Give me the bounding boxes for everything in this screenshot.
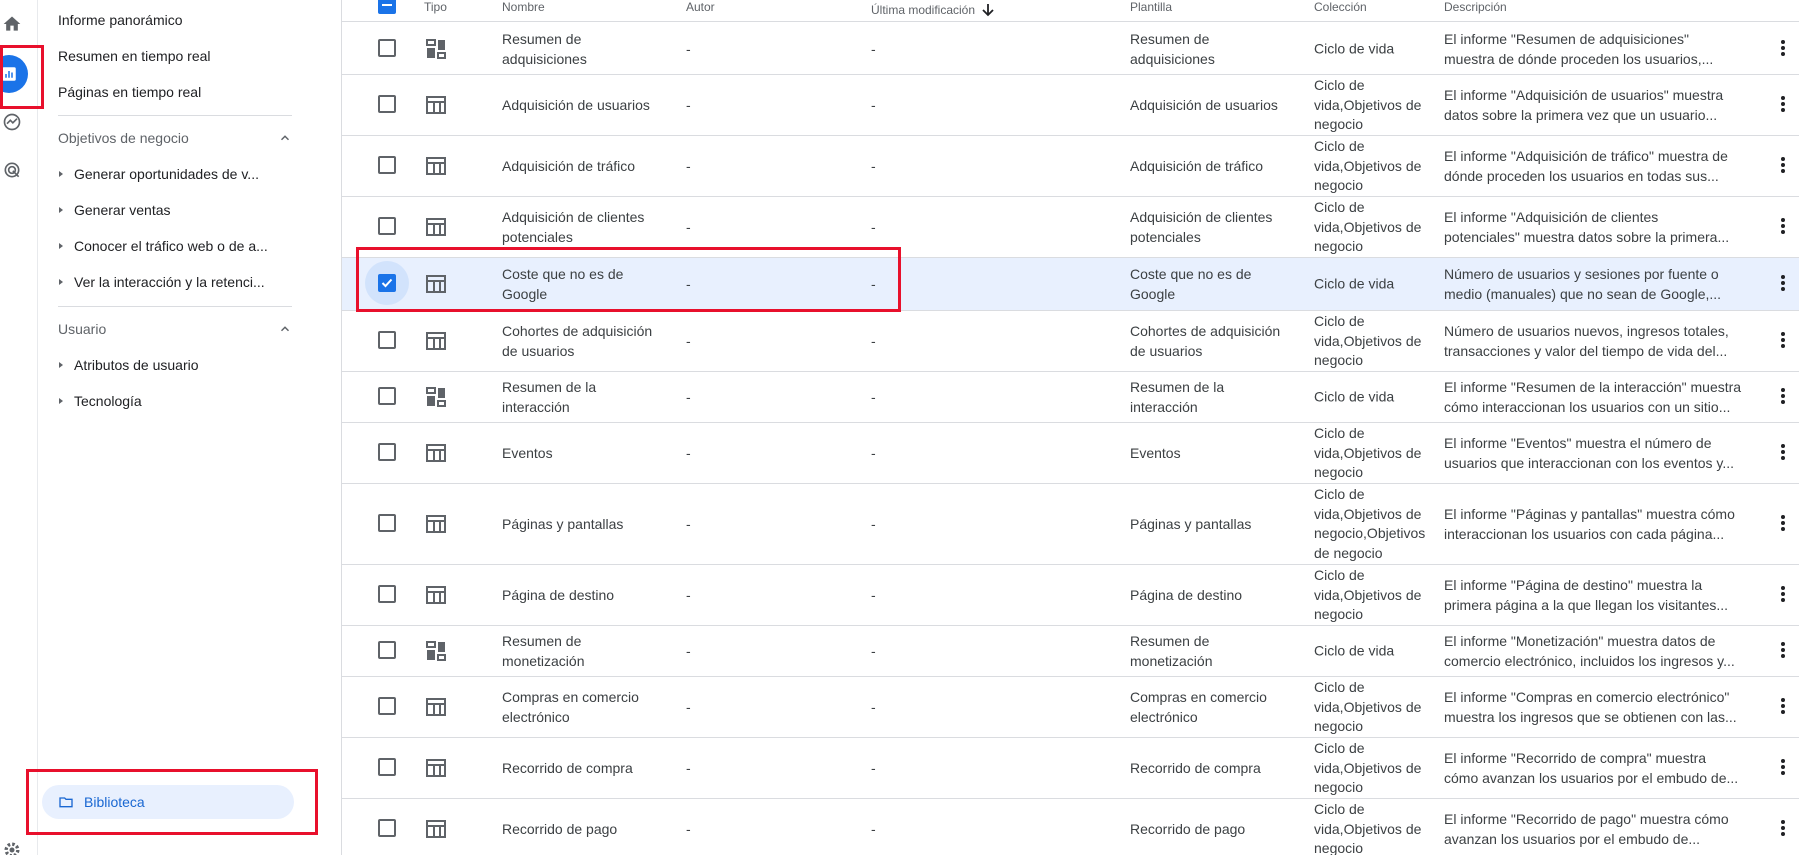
checkbox-empty-icon	[378, 514, 396, 532]
header-label: Última modificación	[871, 3, 976, 17]
description-line: transacciones y valor del tiempo de vida del...	[1444, 343, 1728, 359]
description-line: Número de usuarios y sesiones por fuente o	[1444, 266, 1719, 282]
report-collection: Ciclo de vida	[1314, 642, 1395, 659]
report-collection: Ciclo de vida,Objetivos de negocio	[1314, 678, 1422, 734]
report-description	[1444, 809, 1754, 849]
report-author: -	[686, 445, 691, 461]
report-template: Recorrido de pago	[1130, 821, 1246, 837]
report-collection: Ciclo de vida,Objetivos de negocio	[1314, 800, 1422, 855]
report-name-link[interactable]: Adquisición de usuarios	[502, 97, 650, 113]
report-template: Eventos	[1130, 445, 1181, 461]
nav-child-label: Tecnología	[74, 393, 142, 409]
report-name-link[interactable]: Cohortes de adquisición de usuarios	[502, 323, 653, 359]
table-icon	[424, 583, 448, 607]
table-row[interactable]	[342, 23, 1799, 75]
report-name-link[interactable]: Coste que no es de Google	[502, 266, 624, 302]
more-vert-icon[interactable]	[1780, 217, 1786, 237]
more-vert-icon[interactable]	[1780, 641, 1786, 661]
report-last-modified: -	[871, 821, 876, 837]
chevron-up-icon	[278, 131, 292, 145]
row-checkbox[interactable]	[378, 443, 398, 463]
more-vert-icon[interactable]	[1780, 274, 1786, 294]
library-button[interactable]	[42, 785, 294, 819]
reports-icon[interactable]	[0, 55, 28, 93]
description-line: datos sobre la primera vez que un usuario...	[1444, 107, 1718, 123]
report-author: -	[686, 40, 691, 57]
report-author: -	[686, 821, 691, 837]
header-tipo[interactable]: Tipo	[424, 0, 447, 14]
description-line: medio (manuales) que no sean de Google,...	[1444, 286, 1722, 302]
description-line: usuarios que interaccionan con los eventos y...	[1444, 455, 1735, 471]
report-description	[1444, 207, 1754, 247]
checkbox-empty-icon	[378, 758, 396, 776]
report-description	[1444, 748, 1754, 788]
row-checkbox[interactable]	[378, 274, 398, 294]
nav-child-label: Conocer el tráfico web o de a...	[74, 238, 268, 254]
table-row[interactable]	[342, 565, 1799, 626]
nav-paginas-tiempo-real[interactable]: Páginas en tiempo real	[58, 84, 202, 100]
table-header	[342, 0, 1799, 22]
row-checkbox[interactable]	[378, 387, 398, 407]
report-template: Adquisición de clientes potenciales	[1130, 209, 1273, 245]
nav-child-label: Atributos de usuario	[74, 357, 199, 373]
dashboard-icon	[424, 639, 448, 663]
report-description	[1444, 85, 1754, 125]
header-nombre[interactable]: Nombre	[502, 0, 545, 14]
nav-generar-oportunidades[interactable]	[48, 166, 288, 182]
report-last-modified: -	[871, 760, 876, 776]
report-collection: Ciclo de vida,Objetivos de negocio	[1314, 566, 1422, 622]
description-line: El informe "Monetización" muestra datos de	[1444, 633, 1716, 649]
row-checkbox[interactable]	[378, 697, 398, 717]
header-plantilla[interactable]: Plantilla	[1130, 0, 1173, 14]
table-row[interactable]	[342, 311, 1799, 372]
report-description	[1444, 575, 1754, 615]
nav-generar-ventas[interactable]	[48, 202, 288, 218]
more-vert-icon[interactable]	[1780, 758, 1786, 778]
nav-resumen-tiempo-real[interactable]: Resumen en tiempo real	[58, 48, 211, 64]
table-row[interactable]	[342, 423, 1799, 484]
more-vert-icon[interactable]	[1780, 95, 1786, 115]
report-last-modified: -	[871, 587, 876, 603]
explore-icon[interactable]	[0, 110, 24, 134]
row-checkbox[interactable]	[378, 585, 398, 605]
chevron-up-icon	[278, 322, 292, 336]
description-line: El informe "Eventos" muestra el número de	[1444, 435, 1712, 451]
more-vert-icon[interactable]	[1780, 331, 1786, 351]
section-objetivos-negocio[interactable]	[58, 130, 292, 146]
nav-atributos-usuario[interactable]	[48, 357, 288, 373]
report-collection: Ciclo de vida,Objetivos de negocio	[1314, 198, 1422, 254]
report-template: Adquisición de usuarios	[1130, 97, 1278, 113]
caret-right-icon	[48, 206, 74, 214]
report-description	[1444, 631, 1754, 671]
report-name-link[interactable]: Eventos	[502, 445, 553, 461]
header-coleccion[interactable]: Colección	[1314, 0, 1367, 14]
settings-icon[interactable]	[0, 838, 24, 855]
report-name-link[interactable]: Resumen de monetización	[502, 633, 585, 669]
more-vert-icon[interactable]	[1780, 443, 1786, 463]
description-line: Número de usuarios nuevos, ingresos totales,	[1444, 323, 1729, 339]
row-checkbox[interactable]	[378, 641, 398, 661]
checkbox-empty-icon	[378, 387, 396, 405]
nav-informe-panoramico[interactable]: Informe panorámico	[58, 12, 183, 28]
description-line: avanzan los usuarios por el embudo de...	[1444, 831, 1701, 847]
description-line: El informe "Adquisición de clientes	[1444, 209, 1659, 225]
description-line: muestra de dónde proceden los usuarios,...	[1444, 50, 1714, 67]
description-line: primera página a la que llegan los visitantes...	[1444, 597, 1729, 613]
report-author: -	[686, 389, 691, 405]
report-name-link[interactable]: Página de destino	[502, 587, 615, 603]
table-icon	[424, 695, 448, 719]
table-row[interactable]	[342, 75, 1799, 136]
report-collection: Ciclo de vida,Objetivos de negocio	[1314, 137, 1422, 193]
checkbox-empty-icon	[378, 641, 396, 659]
table-row[interactable]	[342, 626, 1799, 677]
report-last-modified: -	[871, 445, 876, 461]
checkbox-empty-icon	[378, 156, 396, 174]
section-title: Objetivos de negocio	[58, 130, 189, 146]
nav-conocer-trafico[interactable]	[48, 238, 288, 254]
description-line: cómo avanzan los usuarios por el embudo de...	[1444, 770, 1739, 786]
report-name-link[interactable]: Recorrido de pago	[502, 821, 618, 837]
row-checkbox[interactable]	[378, 156, 398, 176]
more-vert-icon[interactable]	[1780, 39, 1786, 59]
checkbox-empty-icon	[378, 39, 396, 57]
report-author: -	[686, 643, 691, 659]
dashboard-icon	[424, 385, 448, 409]
checkbox-empty-icon	[378, 217, 396, 235]
report-template: Páginas y pantallas	[1130, 516, 1252, 532]
row-checkbox[interactable]	[378, 514, 398, 534]
more-vert-icon[interactable]	[1780, 819, 1786, 839]
row-checkbox[interactable]	[378, 819, 398, 839]
description-line: El informe "Recorrido de compra" muestra	[1444, 750, 1707, 766]
row-checkbox[interactable]	[378, 95, 398, 115]
table-icon	[424, 329, 448, 353]
library-label: Biblioteca	[84, 794, 145, 810]
table-icon	[424, 215, 448, 239]
report-last-modified: -	[871, 643, 876, 659]
caret-right-icon	[48, 242, 74, 250]
description-line: El informe "Recorrido de pago" muestra cómo	[1444, 811, 1729, 827]
description-line: El informe "Página de destino" muestra la	[1444, 577, 1703, 593]
report-template: Adquisición de tráfico	[1130, 158, 1264, 174]
description-line: El informe "Compras en comercio electrónico"	[1444, 689, 1730, 705]
caret-right-icon	[48, 397, 74, 405]
report-name-link[interactable]: Adquisición de clientes potenciales	[502, 209, 645, 245]
report-author: -	[686, 699, 691, 715]
report-template: Resumen de la interacción	[1130, 379, 1225, 415]
table-row[interactable]	[342, 136, 1799, 197]
more-vert-icon[interactable]	[1780, 585, 1786, 605]
home-icon[interactable]	[0, 12, 24, 36]
report-last-modified: -	[871, 699, 876, 715]
checkbox-empty-icon	[378, 95, 396, 113]
report-description	[1444, 146, 1754, 186]
checkbox-checked-icon	[378, 274, 396, 292]
report-name-link[interactable]: Adquisición de tráfico	[502, 158, 636, 174]
report-name-link[interactable]: Resumen de adquisiciones	[502, 30, 587, 67]
report-collection: Ciclo de vida,Objetivos de negocio	[1314, 312, 1422, 368]
report-last-modified: -	[871, 158, 876, 174]
report-description	[1444, 321, 1754, 361]
report-last-modified: -	[871, 97, 876, 113]
report-template: Resumen de monetización	[1130, 633, 1213, 669]
description-line: potenciales" muestra datos sobre la primera...	[1444, 229, 1730, 245]
header-descripcion[interactable]: Descripción	[1444, 0, 1507, 14]
table-icon	[424, 272, 448, 296]
reports-sidebar	[38, 0, 342, 855]
table-row[interactable]	[342, 677, 1799, 738]
report-description	[1444, 29, 1754, 69]
report-last-modified: -	[871, 276, 876, 292]
report-author: -	[686, 276, 691, 292]
section-usuario[interactable]	[58, 321, 292, 337]
table-row[interactable]	[342, 372, 1799, 423]
table-icon	[424, 93, 448, 117]
checkbox-empty-icon	[378, 697, 396, 715]
checkbox-empty-icon	[378, 819, 396, 837]
divider	[58, 115, 292, 116]
table-row[interactable]	[342, 197, 1799, 258]
report-author: -	[686, 219, 691, 235]
nav-child-label: Generar ventas	[74, 202, 171, 218]
report-template: Coste que no es de Google	[1130, 266, 1252, 302]
report-author: -	[686, 158, 691, 174]
row-checkbox[interactable]	[378, 758, 398, 778]
checkbox-empty-icon	[378, 585, 396, 603]
row-checkbox[interactable]	[378, 39, 398, 59]
table-icon	[424, 441, 448, 465]
report-name-link[interactable]: Recorrido de compra	[502, 760, 633, 776]
caret-right-icon	[48, 278, 74, 286]
report-collection: Ciclo de vida,Objetivos de negocio	[1314, 76, 1422, 132]
caret-right-icon	[48, 170, 74, 178]
table-row[interactable]	[342, 799, 1799, 855]
report-author: -	[686, 587, 691, 603]
caret-right-icon	[48, 361, 74, 369]
more-vert-icon[interactable]	[1780, 514, 1786, 534]
dashboard-icon	[424, 37, 448, 61]
nav-child-label: Generar oportunidades de v...	[74, 166, 259, 182]
table-row[interactable]	[342, 738, 1799, 799]
report-name-link[interactable]: Resumen de la interacción	[502, 379, 597, 415]
report-template: Cohortes de adquisición de usuarios	[1130, 323, 1281, 359]
nav-tecnologia[interactable]	[48, 393, 288, 409]
table-icon	[424, 817, 448, 841]
report-last-modified: -	[871, 40, 876, 57]
report-collection: Ciclo de vida	[1314, 39, 1395, 56]
report-description	[1444, 504, 1754, 544]
table-row[interactable]	[342, 484, 1799, 565]
table-row[interactable]	[342, 258, 1799, 311]
checkbox-empty-icon	[378, 331, 396, 349]
description-line: interaccionan los usuarios con cada página...	[1444, 526, 1725, 542]
report-last-modified: -	[871, 219, 876, 235]
table-icon	[424, 512, 448, 536]
header-ultima-modificacion[interactable]	[871, 0, 994, 17]
report-template: Recorrido de compra	[1130, 760, 1261, 776]
report-last-modified: -	[871, 333, 876, 349]
table-icon	[424, 154, 448, 178]
report-description	[1444, 687, 1754, 727]
description-line: El informe "Resumen de adquisiciones"	[1444, 30, 1689, 47]
report-collection: Ciclo de vida	[1314, 388, 1395, 405]
description-line: El informe "Adquisición de usuarios" muestra	[1444, 87, 1724, 103]
icon-rail	[0, 0, 38, 855]
report-collection: Ciclo de vida,Objetivos de negocio	[1314, 739, 1422, 795]
header-select-all[interactable]	[378, 0, 396, 17]
report-author: -	[686, 516, 691, 532]
report-collection: Ciclo de vida,Objetivos de negocio,Objetivos de negocio	[1314, 486, 1426, 561]
report-last-modified: -	[871, 389, 876, 405]
nav-ver-interaccion[interactable]	[48, 274, 288, 290]
report-template: Compras en comercio electrónico	[1130, 689, 1267, 725]
row-checkbox[interactable]	[378, 331, 398, 351]
section-title: Usuario	[58, 321, 107, 337]
more-vert-icon[interactable]	[1780, 697, 1786, 717]
report-last-modified: -	[871, 516, 876, 532]
report-collection: Ciclo de vida,Objetivos de negocio	[1314, 424, 1422, 480]
report-description	[1444, 264, 1754, 304]
divider	[58, 306, 292, 307]
report-name-link[interactable]: Compras en comercio electrónico	[502, 689, 639, 725]
description-line: muestra los ingresos que se obtienen con las...	[1444, 709, 1737, 725]
report-template: Resumen de adquisiciones	[1130, 30, 1215, 67]
report-author: -	[686, 333, 691, 349]
row-checkbox[interactable]	[378, 217, 398, 237]
more-vert-icon[interactable]	[1780, 387, 1786, 407]
arrow-down-icon	[982, 3, 994, 17]
description-line: dónde proceden los usuarios en todas sus...	[1444, 168, 1719, 184]
report-name-link[interactable]: Páginas y pantallas	[502, 516, 624, 532]
nav-child-label: Ver la interacción y la retenci...	[74, 274, 265, 290]
report-template: Página de destino	[1130, 587, 1243, 603]
report-author: -	[686, 97, 691, 113]
folder-icon	[58, 794, 74, 810]
description-line: El informe "Páginas y pantallas" muestra cómo	[1444, 506, 1735, 522]
description-line: comercio electrónico, incluidos los ingresos y...	[1444, 653, 1735, 669]
advertising-icon[interactable]	[0, 158, 24, 182]
report-description	[1444, 377, 1754, 417]
report-collection: Ciclo de vida	[1314, 275, 1395, 292]
checkbox-indeterminate-icon	[378, 0, 396, 14]
checkbox-empty-icon	[378, 443, 396, 461]
report-description	[1444, 433, 1754, 473]
report-library-table	[342, 0, 1799, 855]
report-author: -	[686, 760, 691, 776]
header-autor[interactable]: Autor	[686, 0, 715, 14]
description-line: El informe "Resumen de la interacción" muestra	[1444, 379, 1742, 395]
more-vert-icon[interactable]	[1780, 156, 1786, 176]
description-line: cómo interaccionan los usuarios con un sitio...	[1444, 399, 1731, 415]
table-icon	[424, 756, 448, 780]
description-line: El informe "Adquisición de tráfico" muestra de	[1444, 148, 1728, 164]
